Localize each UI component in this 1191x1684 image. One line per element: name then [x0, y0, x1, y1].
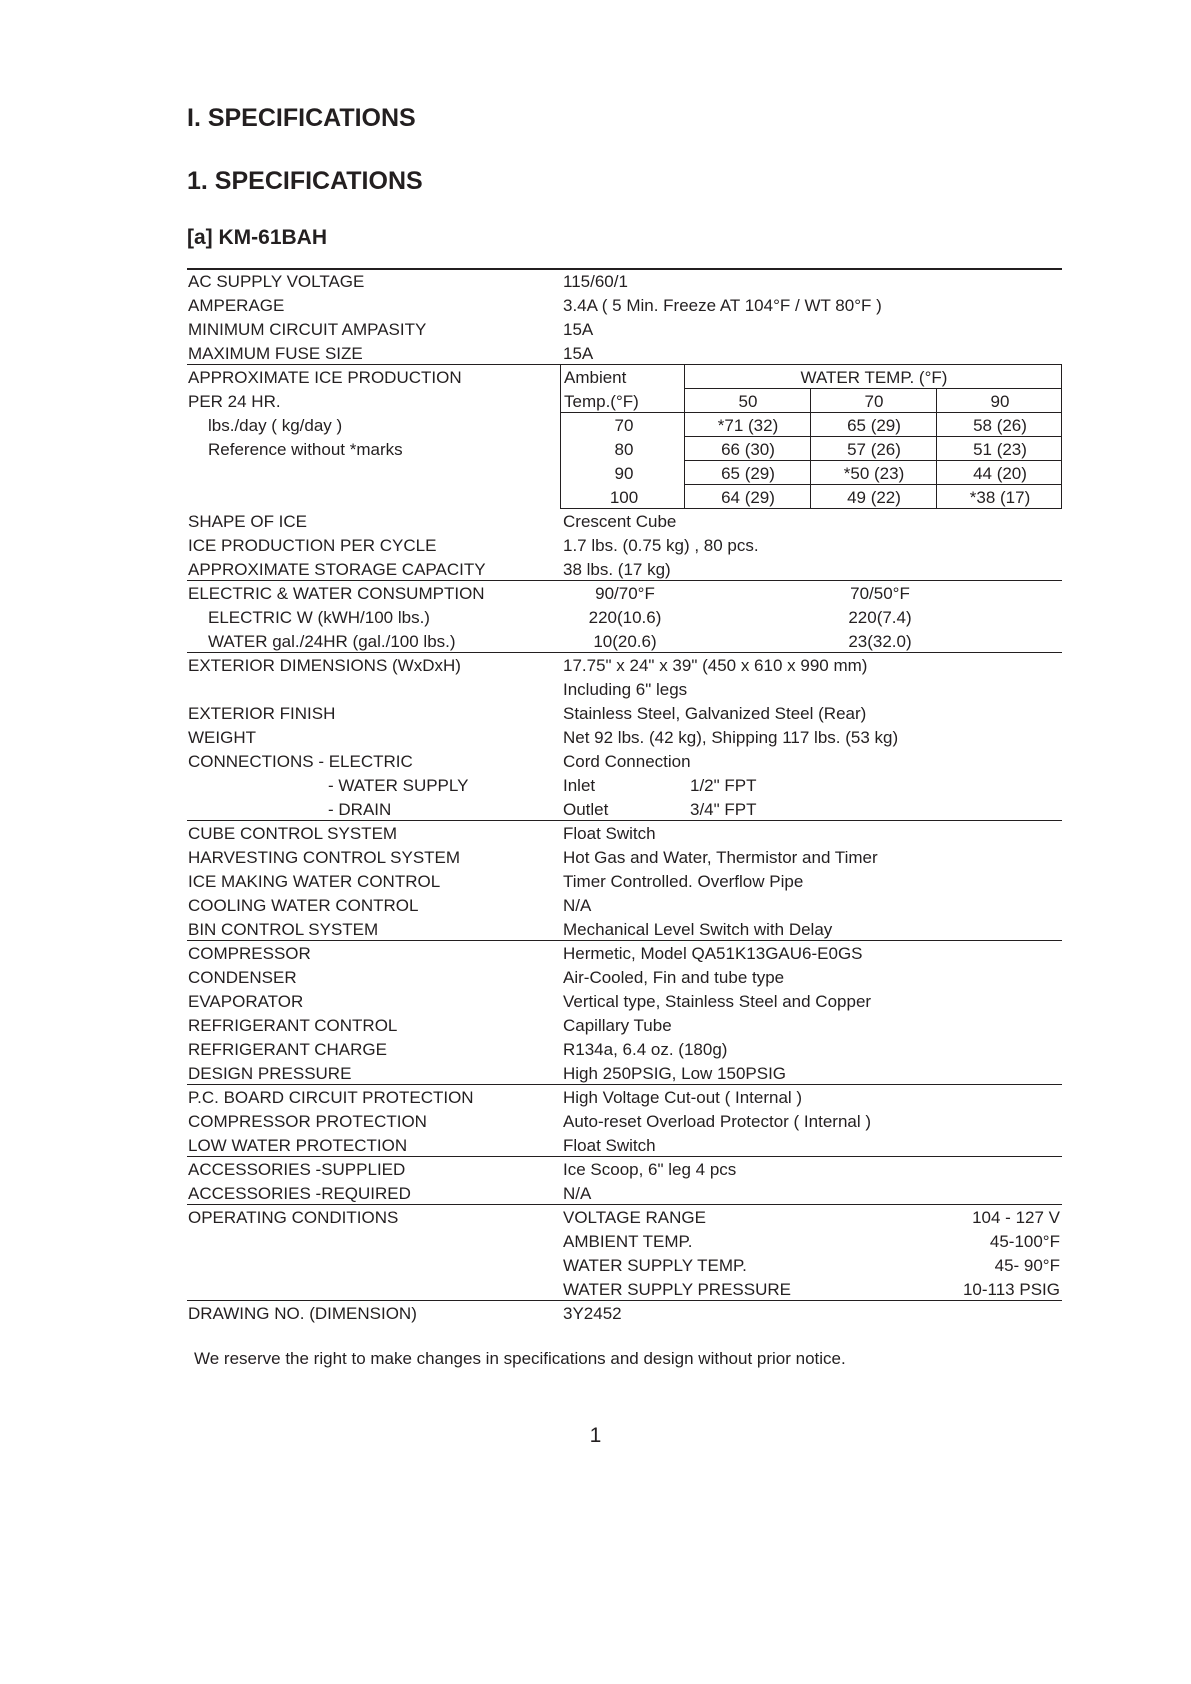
row-label: DRAWING NO. (DIMENSION) — [188, 1304, 417, 1323]
row-label: HARVESTING CONTROL SYSTEM — [188, 848, 461, 867]
row-label: SHAPE OF ICE — [188, 512, 308, 531]
row-value: Float Switch — [563, 824, 656, 843]
row-value: 115/60/1 — [563, 272, 628, 291]
row-value: 38 lbs. (17 kg) — [563, 560, 671, 579]
row-value: High 250PSIG, Low 150PSIG — [563, 1064, 787, 1083]
operating-value: 45-100°F — [989, 1232, 1060, 1251]
water-temp-header: WATER TEMP. (°F) — [800, 368, 948, 387]
consumption-col: 70/50°F — [850, 584, 910, 603]
row-label: REFRIGERANT CHARGE — [188, 1040, 387, 1059]
row-label: EXTERIOR DIMENSIONS (WxDxH) — [188, 656, 461, 675]
row-value: 1.7 lbs. (0.75 kg) , 80 pcs. — [563, 536, 759, 555]
ambient-header: Ambient — [564, 368, 627, 387]
production-cell: 65 (29) — [721, 464, 775, 483]
electric-value: 220(7.4) — [848, 608, 912, 627]
water-value: 23(32.0) — [848, 632, 912, 651]
row-value: 15A — [563, 344, 594, 363]
row-value: Crescent Cube — [563, 512, 677, 531]
operating-item: WATER SUPPLY PRESSURE — [563, 1280, 791, 1299]
disclaimer-note: We reserve the right to make changes in specifications and design without prior notice. — [194, 1349, 846, 1368]
water-temp-col: 90 — [990, 392, 1010, 411]
grid-line — [560, 364, 1062, 365]
production-cell: 44 (20) — [973, 464, 1027, 483]
model-title: [a] KM-61BAH — [187, 226, 328, 249]
row-label: CONDENSER — [188, 968, 297, 987]
operating-value: 10-113 PSIG — [962, 1280, 1060, 1299]
row-label: AC SUPPLY VOLTAGE — [188, 272, 365, 291]
row-value: 15A — [563, 320, 594, 339]
row-value: N/A — [563, 1184, 592, 1203]
production-label: PER 24 HR. — [188, 392, 281, 411]
electric-label: ELECTRIC W (kWH/100 lbs.) — [208, 608, 430, 627]
row-label: COMPRESSOR PROTECTION — [188, 1112, 427, 1131]
row-value: Net 92 lbs. (42 kg), Shipping 117 lbs. (53 kg) — [563, 728, 899, 747]
operating-item: WATER SUPPLY TEMP. — [563, 1256, 747, 1275]
row-label: EXTERIOR FINISH — [188, 704, 336, 723]
row-value: Outlet — [563, 800, 609, 819]
row-value: 3.4A ( 5 Min. Freeze AT 104°F / WT 80°F ) — [563, 296, 882, 315]
row-label: ACCESSORIES -SUPPLIED — [188, 1160, 406, 1179]
row-label: BIN CONTROL SYSTEM — [188, 920, 379, 939]
consumption-label: ELECTRIC & WATER CONSUMPTION — [188, 584, 485, 603]
section-rule — [187, 820, 1062, 821]
ambient-cell: 70 — [614, 416, 634, 435]
row-label: ICE MAKING WATER CONTROL — [188, 872, 441, 891]
row-label: DESIGN PRESSURE — [188, 1064, 352, 1083]
row-label: LOW WATER PROTECTION — [188, 1136, 408, 1155]
row-value: N/A — [563, 896, 592, 915]
row-value: Auto-reset Overload Protector ( Internal ) — [563, 1112, 872, 1131]
grid-line — [936, 388, 937, 508]
row-label: CUBE CONTROL SYSTEM — [188, 824, 398, 843]
grid-line — [810, 388, 811, 508]
row-value: 3Y2452 — [563, 1304, 622, 1323]
production-label: lbs./day ( kg/day ) — [208, 416, 343, 435]
production-cell: 51 (23) — [973, 440, 1027, 459]
row-label: EVAPORATOR — [188, 992, 304, 1011]
row-value: Stainless Steel, Galvanized Steel (Rear) — [563, 704, 867, 723]
row-label: MAXIMUM FUSE SIZE — [188, 344, 363, 363]
ambient-cell: 100 — [609, 488, 639, 507]
subsection-title: 1. SPECIFICATIONS — [187, 167, 423, 195]
row-label: MINIMUM CIRCUIT AMPASITY — [188, 320, 427, 339]
production-cell: 49 (22) — [847, 488, 901, 507]
row-label: AMPERAGE — [188, 296, 285, 315]
operating-item: VOLTAGE RANGE — [563, 1208, 706, 1227]
production-cell: 66 (30) — [721, 440, 775, 459]
row-value: 3/4" FPT — [690, 800, 757, 819]
row-value: Timer Controlled. Overflow Pipe — [563, 872, 804, 891]
production-label: Reference without *marks — [208, 440, 403, 459]
row-value: Including 6" legs — [563, 680, 688, 699]
row-value: Vertical type, Stainless Steel and Copper — [563, 992, 872, 1011]
row-value: R134a, 6.4 oz. (180g) — [563, 1040, 728, 1059]
operating-value: 45- 90°F — [994, 1256, 1060, 1275]
row-label: WEIGHT — [188, 728, 256, 747]
operating-value: 104 - 127 V — [972, 1208, 1060, 1227]
row-value: Hot Gas and Water, Thermistor and Timer — [563, 848, 878, 867]
production-cell: *50 (23) — [843, 464, 905, 483]
consumption-col: 90/70°F — [595, 584, 655, 603]
row-value: Mechanical Level Switch with Delay — [563, 920, 833, 939]
row-label: ACCESSORIES -REQUIRED — [188, 1184, 411, 1203]
water-value: 10(20.6) — [593, 632, 657, 651]
production-cell: 57 (26) — [847, 440, 901, 459]
water-temp-col: 70 — [864, 392, 884, 411]
row-label: COOLING WATER CONTROL — [188, 896, 419, 915]
row-value: 17.75" x 24" x 39" (450 x 610 x 990 mm) — [563, 656, 868, 675]
ambient-cell: 90 — [614, 464, 634, 483]
row-value: Float Switch — [563, 1136, 656, 1155]
operating-item: AMBIENT TEMP. — [563, 1232, 693, 1251]
production-cell: *71 (32) — [717, 416, 779, 435]
row-label: APPROXIMATE STORAGE CAPACITY — [188, 560, 486, 579]
section-title: I. SPECIFICATIONS — [187, 104, 416, 132]
row-label: - WATER SUPPLY — [328, 776, 469, 795]
row-label: - DRAIN — [328, 800, 392, 819]
electric-value: 220(10.6) — [588, 608, 662, 627]
production-cell: *38 (17) — [969, 488, 1031, 507]
row-label: REFRIGERANT CONTROL — [188, 1016, 398, 1035]
grid-line — [560, 364, 561, 508]
ambient-cell: 80 — [614, 440, 634, 459]
row-value: Cord Connection — [563, 752, 691, 771]
water-temp-col: 50 — [738, 392, 758, 411]
production-cell: 64 (29) — [721, 488, 775, 507]
row-label: P.C. BOARD CIRCUIT PROTECTION — [188, 1088, 474, 1107]
production-cell: 65 (29) — [847, 416, 901, 435]
row-label: ICE PRODUCTION PER CYCLE — [188, 536, 437, 555]
row-value: 1/2" FPT — [690, 776, 757, 795]
page-number: 1 — [589, 1424, 602, 1447]
row-value: High Voltage Cut-out ( Internal ) — [563, 1088, 803, 1107]
ambient-header: Temp.(°F) — [564, 392, 639, 411]
production-label: APPROXIMATE ICE PRODUCTION — [188, 368, 462, 387]
row-label: CONNECTIONS - ELECTRIC — [188, 752, 413, 771]
row-value: Capillary Tube — [563, 1016, 672, 1035]
row-label: OPERATING CONDITIONS — [188, 1208, 399, 1227]
production-cell: 58 (26) — [973, 416, 1027, 435]
row-value: Hermetic, Model QA51K13GAU6-E0GS — [563, 944, 863, 963]
water-label: WATER gal./24HR (gal./100 lbs.) — [208, 632, 456, 651]
row-value: Ice Scoop, 6" leg 4 pcs — [563, 1160, 737, 1179]
row-value: Inlet — [563, 776, 596, 795]
row-value: Air-Cooled, Fin and tube type — [563, 968, 785, 987]
row-label: COMPRESSOR — [188, 944, 311, 963]
